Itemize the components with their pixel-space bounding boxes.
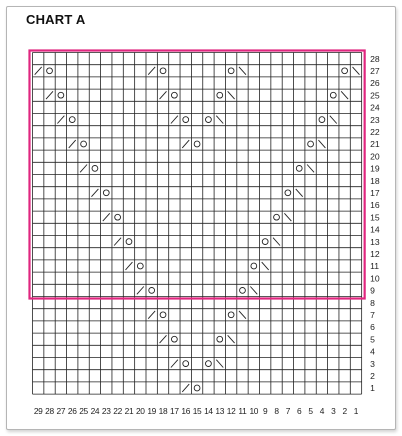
row-number-label: 27: [370, 66, 380, 76]
row-number-label: 17: [370, 188, 380, 198]
row-number-label: 26: [370, 78, 380, 89]
ssk-symbol: [228, 91, 235, 99]
row-number-label: 15: [370, 212, 380, 223]
yarn-over-symbol: [206, 361, 212, 367]
stitch-number-label: 6: [297, 406, 302, 417]
row-number-label: 22: [370, 127, 380, 137]
yarn-over-symbol: [296, 166, 302, 172]
row-number-label: 3: [370, 358, 375, 369]
yarn-over-symbol: [308, 141, 314, 147]
stitch-number-label: 23: [101, 406, 111, 417]
yarn-over-symbol: [228, 68, 234, 74]
row-number-label: 18: [370, 175, 380, 186]
row-number-label: 1: [370, 383, 375, 394]
stitch-numbers: [34, 406, 359, 416]
row-number-label: 25: [370, 90, 380, 101]
yarn-over-symbol: [160, 312, 166, 318]
row-number-label: 5: [370, 334, 375, 345]
row-number-label: 23: [370, 114, 380, 125]
row-number-label: 7: [370, 310, 375, 320]
yarn-over-symbol: [228, 312, 234, 318]
ssk-symbol: [296, 189, 303, 197]
stitch-number-label: 19: [147, 406, 157, 417]
stitch-number-label: 24: [90, 406, 100, 417]
row-number-label: 4: [370, 346, 375, 357]
row-number-label: 16: [370, 200, 380, 211]
k2tog-symbol: [160, 91, 167, 99]
k2tog-symbol: [160, 335, 167, 343]
k2tog-symbol: [91, 189, 98, 197]
k2tog-symbol: [114, 238, 121, 246]
yarn-over-symbol: [171, 336, 177, 342]
yarn-over-symbol: [81, 141, 87, 147]
chart-title: CHART A: [26, 12, 86, 27]
stitch-number-label: 1: [353, 406, 359, 417]
row-number-label: 8: [370, 297, 375, 308]
stitch-number-label: 8: [274, 406, 279, 417]
yarn-over-symbol: [58, 92, 64, 98]
stitch-symbols: [35, 67, 360, 392]
k2tog-symbol: [137, 287, 144, 295]
stitch-number-label: 22: [113, 406, 122, 417]
k2tog-symbol: [148, 311, 155, 319]
yarn-over-symbol: [217, 336, 223, 342]
row-number-label: 21: [370, 139, 380, 150]
row-number-label: 24: [370, 102, 380, 113]
k2tog-symbol: [80, 165, 87, 173]
yarn-over-symbol: [217, 92, 223, 98]
stitch-number-label: 4: [319, 406, 325, 417]
row-number-label: 12: [370, 249, 380, 259]
ssk-symbol: [307, 165, 314, 173]
row-number-label: 20: [370, 151, 380, 162]
stitch-number-label: 26: [67, 406, 77, 417]
k2tog-symbol: [171, 116, 178, 124]
row-number-label: 11: [370, 261, 380, 272]
stitch-number-label: 29: [33, 406, 43, 417]
ssk-symbol: [262, 262, 269, 270]
stitch-number-label: 15: [192, 406, 202, 417]
yarn-over-symbol: [262, 239, 268, 245]
yarn-over-symbol: [240, 288, 246, 294]
yarn-over-symbol: [149, 288, 155, 294]
yarn-over-symbol: [274, 214, 280, 220]
yarn-over-symbol: [160, 68, 166, 74]
row-number-label: 10: [370, 273, 380, 284]
yarn-over-symbol: [183, 361, 189, 367]
k2tog-symbol: [35, 67, 42, 75]
yarn-over-symbol: [183, 117, 189, 123]
stitch-number-label: 18: [158, 406, 168, 417]
ssk-symbol: [250, 287, 257, 295]
yarn-over-symbol: [47, 68, 53, 74]
yarn-over-symbol: [115, 214, 121, 220]
k2tog-symbol: [69, 140, 76, 148]
k2tog-symbol: [57, 116, 64, 124]
stitch-number-label: 2: [342, 406, 347, 417]
stitch-number-label: 3: [331, 406, 336, 417]
k2tog-symbol: [182, 140, 189, 148]
yarn-over-symbol: [206, 117, 212, 123]
ssk-symbol: [216, 116, 223, 124]
ssk-symbol: [239, 67, 246, 75]
stitch-number-label: 25: [79, 406, 88, 417]
stitch-number-label: 21: [124, 406, 134, 417]
yarn-over-symbol: [103, 190, 109, 196]
stitch-number-label: 28: [45, 406, 54, 417]
k2tog-symbol: [148, 67, 155, 75]
yarn-over-symbol: [171, 92, 177, 98]
stitch-number-label: 7: [285, 406, 291, 417]
yarn-over-symbol: [194, 385, 200, 391]
row-number-label: 9: [370, 285, 375, 296]
row-number-label: 19: [370, 163, 380, 174]
stitch-number-label: 27: [56, 406, 66, 417]
stitch-number-label: 13: [215, 406, 225, 417]
yarn-over-symbol: [285, 190, 291, 196]
stitch-number-label: 16: [181, 406, 191, 417]
stitch-number-label: 20: [135, 406, 145, 417]
stitch-number-label: 11: [238, 406, 247, 417]
yarn-over-symbol: [69, 117, 75, 123]
k2tog-symbol: [182, 384, 189, 392]
ssk-symbol: [341, 91, 348, 99]
yarn-over-symbol: [137, 263, 143, 269]
yarn-over-symbol: [194, 141, 200, 147]
yarn-over-symbol: [330, 92, 336, 98]
yarn-over-symbol: [342, 68, 348, 74]
ssk-symbol: [239, 311, 246, 319]
stitch-number-label: 10: [249, 406, 259, 417]
ssk-symbol: [273, 238, 280, 246]
row-numbers: [370, 54, 380, 393]
k2tog-symbol: [171, 360, 178, 368]
row-number-label: 6: [370, 322, 375, 333]
yarn-over-symbol: [92, 166, 98, 172]
stitch-number-label: 17: [170, 406, 179, 417]
row-number-label: 14: [370, 224, 380, 235]
k2tog-symbol: [46, 91, 53, 99]
stitch-number-label: 12: [226, 406, 236, 417]
k2tog-symbol: [103, 213, 110, 221]
row-number-label: 2: [370, 371, 375, 381]
yarn-over-symbol: [251, 263, 257, 269]
row-number-label: 28: [370, 53, 380, 64]
stitch-number-label: 9: [262, 406, 268, 417]
ssk-symbol: [284, 213, 291, 221]
ssk-symbol: [330, 116, 337, 124]
yarn-over-symbol: [126, 239, 132, 245]
ssk-symbol: [318, 140, 325, 148]
row-number-label: 13: [370, 236, 380, 247]
k2tog-symbol: [126, 262, 133, 270]
stitch-number-label: 5: [308, 406, 313, 417]
ssk-symbol: [353, 67, 360, 75]
chart-grid: [33, 53, 362, 395]
ssk-symbol: [228, 335, 235, 343]
ssk-symbol: [216, 360, 223, 368]
stitch-number-label: 14: [204, 406, 213, 417]
yarn-over-symbol: [319, 117, 325, 123]
